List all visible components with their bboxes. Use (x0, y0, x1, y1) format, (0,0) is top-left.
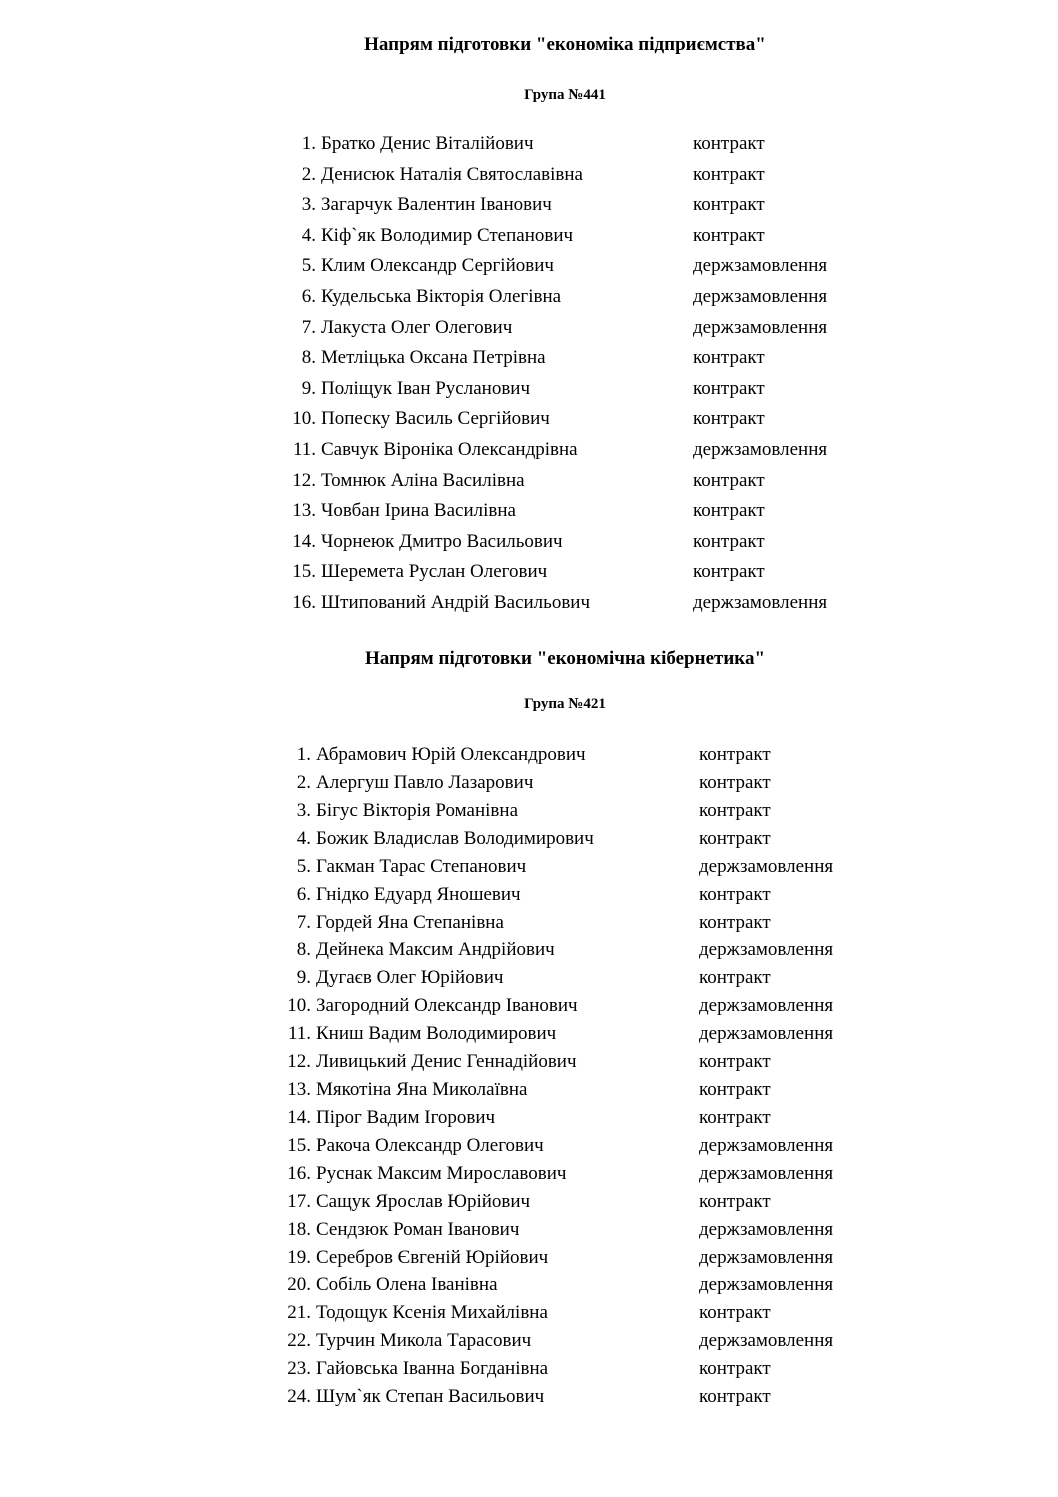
item-number: 3. (296, 799, 311, 821)
funding-type: держзамовлення (699, 1246, 834, 1268)
funding-type: контракт (693, 500, 765, 522)
item-number: 6. (296, 883, 311, 905)
funding-type: держзамовлення (693, 316, 828, 338)
student-name: Попеску Василь Сергійович (321, 408, 550, 430)
student-name: Сендзюк Роман Іванович (316, 1218, 520, 1240)
item-number: 14. (287, 1106, 311, 1128)
funding-type: держзамовлення (699, 1023, 834, 1045)
student-name: Гайовська Іванна Богданівна (316, 1358, 549, 1380)
funding-type: контракт (693, 530, 765, 552)
funding-type: держзамовлення (699, 1218, 834, 1240)
student-name: Томнюк Аліна Василівна (321, 469, 525, 491)
item-number: 14. (292, 530, 316, 552)
item-number: 24. (287, 1386, 311, 1408)
funding-type: контракт (699, 771, 771, 793)
student-name: Пірог Вадим Ігорович (316, 1106, 496, 1128)
item-number: 18. (287, 1218, 311, 1240)
funding-type: контракт (699, 1358, 771, 1380)
student-name: Тодощук Ксенія Михайлівна (316, 1302, 548, 1324)
funding-type: контракт (693, 377, 765, 399)
student-name: Штипований Андрій Васильович (321, 592, 591, 613)
student-name: Дугаєв Олег Юрійович (316, 967, 504, 989)
item-number: 1. (301, 133, 316, 154)
funding-type: контракт (693, 561, 765, 583)
item-number: 2. (301, 163, 316, 185)
student-name: Сащук Ярослав Юрійович (316, 1190, 531, 1212)
funding-type: держзамовлення (699, 1274, 834, 1296)
student-name: Абрамович Юрій Олександрович (316, 744, 586, 765)
student-name: Братко Денис Віталійович (321, 133, 534, 154)
funding-type: держзамовлення (699, 995, 834, 1017)
funding-type: держзамовлення (699, 1134, 834, 1156)
student-name: Поліщук Іван Русланович (321, 377, 531, 399)
student-name: Метліцька Оксана Петрівна (321, 347, 546, 369)
item-number: 12. (287, 1051, 311, 1073)
student-name: Руснак Максим Мирославович (316, 1162, 567, 1184)
funding-type: держзамовлення (693, 439, 828, 460)
funding-type: контракт (699, 799, 771, 821)
item-number: 16. (287, 1162, 311, 1184)
funding-type: держзамовлення (693, 286, 828, 307)
item-number: 22. (287, 1330, 311, 1352)
student-name: Чорнеюк Дмитро Васильович (321, 530, 563, 552)
item-number: 5. (301, 255, 316, 277)
funding-type: контракт (693, 133, 765, 154)
item-number: 7. (296, 911, 311, 933)
funding-type: контракт (699, 1106, 771, 1128)
funding-type: контракт (693, 347, 765, 369)
item-number: 7. (301, 316, 316, 338)
student-name: Гордей Яна Степанівна (316, 911, 504, 933)
item-number: 17. (287, 1190, 311, 1212)
student-name: Савчук Віроніка Олександрівна (321, 439, 578, 460)
group-title: Група №421 (524, 696, 606, 712)
item-number: 8. (296, 939, 311, 961)
funding-type: держзамовлення (699, 1162, 834, 1184)
funding-type: контракт (693, 194, 765, 216)
student-name: Ракоча Олександр Олегович (316, 1134, 544, 1156)
item-number: 9. (301, 377, 316, 399)
item-number: 20. (287, 1274, 311, 1296)
student-name: Мякотіна Яна Миколаївна (316, 1079, 528, 1101)
funding-type: держзамовлення (699, 855, 834, 877)
item-number: 10. (287, 995, 311, 1017)
student-name: Кіф`як Володимир Степанович (321, 224, 574, 246)
item-number: 23. (287, 1358, 311, 1380)
funding-type: контракт (699, 1190, 771, 1212)
funding-type: контракт (699, 967, 771, 989)
item-number: 5. (296, 855, 311, 877)
item-number: 12. (292, 469, 316, 491)
item-number: 1. (296, 744, 311, 765)
funding-type: контракт (693, 408, 765, 430)
student-name: Гакман Тарас Степанович (316, 855, 527, 877)
funding-type: держзамовлення (693, 255, 828, 277)
funding-type: контракт (699, 827, 771, 849)
item-number: 4. (301, 224, 316, 246)
student-name: Шеремета Руслан Олегович (321, 561, 548, 583)
student-name: Лакуста Олег Олегович (321, 316, 513, 338)
funding-type: контракт (699, 1079, 771, 1101)
item-number: 10. (292, 408, 316, 430)
funding-type: контракт (699, 744, 771, 765)
funding-type: контракт (699, 1051, 771, 1073)
funding-type: держзамовлення (693, 592, 828, 613)
student-name: Божик Владислав Володимирович (316, 827, 594, 849)
item-number: 15. (292, 561, 316, 583)
student-name: Клим Олександр Сергійович (321, 255, 554, 277)
student-name: Книш Вадим Володимирович (316, 1023, 557, 1045)
student-name: Ливицький Денис Геннадійович (316, 1051, 577, 1073)
item-number: 4. (296, 827, 311, 849)
student-name: Денисюк Наталія Святославівна (321, 163, 583, 185)
student-name: Бігус Вікторія Романівна (316, 799, 518, 821)
item-number: 16. (292, 592, 316, 613)
student-name: Дейнека Максим Андрійович (316, 939, 555, 961)
item-number: 6. (301, 286, 316, 307)
funding-type: контракт (693, 163, 765, 185)
student-name: Серебров Євгеній Юрійович (316, 1246, 549, 1268)
funding-type: контракт (699, 1386, 771, 1408)
item-number: 11. (287, 1023, 311, 1045)
student-name: Турчин Микола Тарасович (316, 1330, 532, 1352)
item-number: 9. (296, 967, 311, 989)
funding-type: контракт (699, 883, 771, 905)
section-title: Напрям підготовки "економічна кібернетика" (364, 648, 765, 669)
item-number: 19. (287, 1246, 311, 1268)
student-name: Човбан Ірина Василівна (321, 500, 516, 522)
item-number: 15. (287, 1134, 311, 1156)
student-name: Загарчук Валентин Іванович (321, 194, 552, 216)
student-name: Алергуш Павло Лазарович (316, 771, 534, 793)
item-number: 3. (301, 194, 316, 216)
section-title: Напрям підготовки "економіка підприємства" (364, 34, 766, 55)
student-name: Собіль Олена Іванівна (316, 1274, 498, 1296)
funding-type: держзамовлення (699, 939, 834, 961)
funding-type: контракт (693, 224, 765, 246)
funding-type: контракт (699, 911, 771, 933)
item-number: 8. (301, 347, 316, 369)
funding-type: контракт (693, 469, 765, 491)
student-name: Шум`як Степан Васильович (316, 1386, 545, 1408)
item-number: 11. (292, 439, 316, 460)
item-number: 13. (292, 500, 316, 522)
funding-type: держзамовлення (699, 1330, 834, 1352)
funding-type: контракт (699, 1302, 771, 1324)
student-name: Кудельська Вікторія Олегівна (321, 286, 562, 307)
group-title: Група №441 (524, 87, 606, 103)
student-name: Загородний Олександр Іванович (316, 995, 578, 1017)
student-name: Гнідко Едуард Яношевич (316, 883, 521, 905)
item-number: 13. (287, 1079, 311, 1101)
item-number: 2. (296, 771, 311, 793)
item-number: 21. (287, 1302, 311, 1324)
